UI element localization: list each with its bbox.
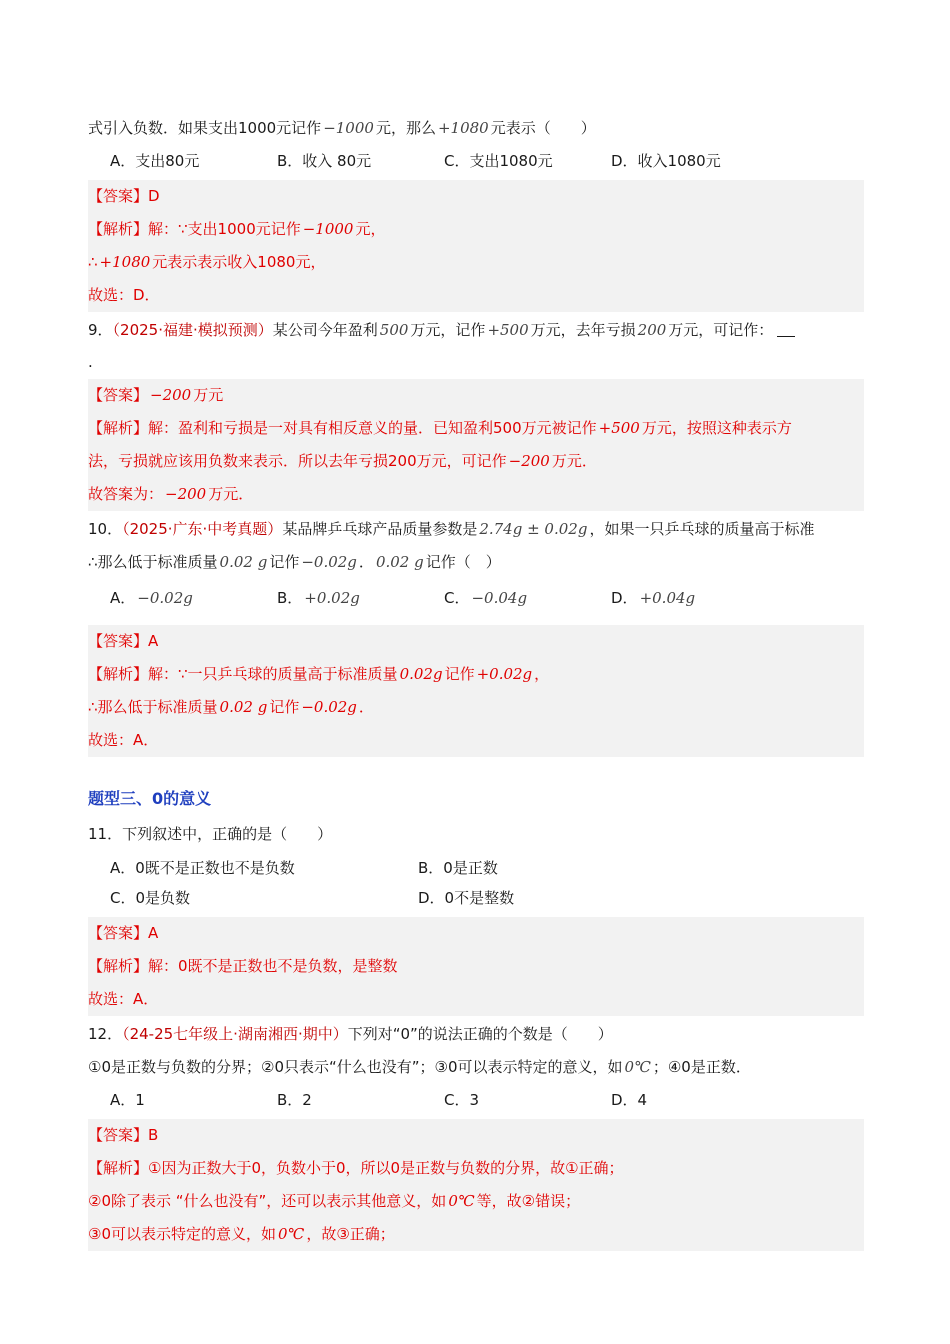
q9-math: +500 (487, 321, 529, 339)
q8-answer (88, 180, 864, 213)
answer-math: −200 (150, 386, 192, 404)
q9-number: 9． (88, 321, 113, 339)
option-value: +0.02g (304, 589, 360, 607)
q10-source: （2025·广东·中考真题） (122, 520, 283, 538)
analysis-math: +500 (598, 419, 640, 437)
q8-option-d: D．收入1080元 (611, 152, 721, 170)
q8-options (88, 145, 864, 178)
analysis-math: 0℃ (448, 1192, 475, 1210)
q11-stem: 11．下列叙述中，正确的是（ ） (88, 825, 333, 843)
q10-number: 10． (88, 520, 123, 538)
analysis-math: −1000 (302, 220, 354, 238)
analysis-text: 法，亏损就应该用负数来表示．所以去年亏损200万元，可记作 (88, 452, 507, 470)
q9-analysis-line2 (88, 445, 864, 478)
q11-option-c: C．0是负数 (110, 889, 191, 907)
section-heading: 题型三、0的意义 (88, 789, 212, 808)
q12-number: 12． (88, 1025, 123, 1043)
answer-value: B (148, 1126, 159, 1144)
analysis-math: 0℃ (278, 1225, 305, 1243)
conclusion-text: 故答案为： (88, 485, 164, 503)
q11-answer-block (88, 917, 864, 1016)
q11-answer (88, 917, 864, 950)
analysis-label: 【解析】 (88, 419, 149, 437)
q12-analysis-line2 (88, 1185, 864, 1218)
document-page (88, 112, 864, 1253)
q10-math: 0.02 g (375, 553, 424, 571)
q8-text: 元表示（ ） (490, 119, 596, 137)
q8-option-a: A．支出80元 (110, 152, 200, 170)
q12-analysis (88, 1152, 864, 1185)
q11-option-b: B．0是正数 (418, 859, 498, 877)
analysis-text: 元， (355, 220, 386, 238)
analysis-text: ∴那么低于标准质量 (88, 698, 218, 716)
q8-analysis (88, 213, 864, 246)
q10-answer (88, 625, 864, 658)
analysis-math: −200 (508, 452, 550, 470)
analysis-math: 0.02g (399, 665, 443, 683)
q12-analysis-line3 (88, 1218, 864, 1251)
analysis-text: ③0可以表示特定的意义，如 (88, 1225, 276, 1243)
q10-analysis (88, 658, 864, 691)
answer-label: 【答案】 (88, 924, 149, 942)
analysis-label: 【解析】 (88, 1159, 149, 1177)
q10-math: −0.02g (301, 553, 357, 571)
q9-text: 万元，去年亏损 (530, 321, 636, 339)
q12-option-b: B．2 (277, 1091, 312, 1109)
answer-label: 【答案】 (88, 632, 149, 650)
analysis-math: +0.02g (476, 665, 533, 683)
q11-options-row1 (88, 853, 864, 883)
q8-option-b: B．收入 80元 (277, 152, 372, 170)
q12-answer-block (88, 1119, 864, 1251)
analysis-text: 记作 (269, 698, 300, 716)
q11-conclusion: 故选：A． (88, 990, 159, 1008)
answer-value: A (148, 632, 159, 650)
conclusion-text: 万元． (208, 485, 254, 503)
q12-options (88, 1084, 864, 1117)
analysis-label: 【解析】 (88, 220, 149, 238)
analysis-text: ∴ (88, 253, 98, 271)
q9-answer-blank[interactable] (777, 320, 795, 337)
q10-option-b (277, 579, 444, 617)
q9-analysis (88, 412, 864, 445)
analysis-label: 【解析】 (88, 665, 149, 683)
q12-option-d: D．4 (611, 1091, 648, 1109)
analysis-text: 万元，按照这种表示方 (641, 419, 792, 437)
option-letter: A． (110, 589, 136, 607)
q8-answer-block (88, 180, 864, 312)
q12-statements (88, 1051, 864, 1084)
q11-option-d: D．0不是整数 (418, 889, 515, 907)
analysis-text: 解：0既不是正数也不是负数，是整数 (148, 957, 398, 975)
q12-text: ①0是正数与负数的分界；②0只表示“什么也没有”；③0可以表示特定的意义，如 (88, 1058, 623, 1076)
answer-label: 【答案】 (88, 187, 149, 205)
q11-analysis (88, 950, 864, 983)
q12-option-a: A．1 (110, 1091, 145, 1109)
q10-text: 记作（ ） (425, 553, 501, 571)
q11-options-row2 (88, 883, 864, 913)
q10-text: ． (358, 553, 374, 571)
q12-source: （24-25七年级上·湖南湘西·期中） (122, 1025, 348, 1043)
analysis-text: ， (534, 665, 550, 683)
analysis-text: ，故③正确； (306, 1225, 395, 1243)
conclusion-math: −200 (165, 485, 207, 503)
analysis-math: +1080 (99, 253, 151, 271)
q10-text: ∴那么低于标准质量 (88, 553, 218, 571)
q12-math: 0℃ (624, 1058, 651, 1076)
answer-label: 【答案】 (88, 386, 149, 404)
analysis-text: 等，故②错误； (476, 1192, 581, 1210)
q10-text: 某品牌乒乓球产品质量参数是 (282, 520, 478, 538)
q9-conclusion (88, 478, 864, 511)
answer-unit: 万元 (193, 386, 224, 404)
answer-label: 【答案】 (88, 1126, 149, 1144)
q10-analysis-line2 (88, 691, 864, 724)
q9-answer-block (88, 379, 864, 511)
analysis-text: 记作 (444, 665, 475, 683)
q10-stem (88, 513, 864, 546)
q9-text: 某公司今年盈利 (272, 321, 378, 339)
analysis-text: 元表示表示收入1080元， (152, 253, 326, 271)
q9-stem (88, 314, 864, 347)
q9-math: 200 (637, 321, 667, 339)
q8-stem (88, 112, 864, 145)
analysis-math: −0.02g (301, 698, 357, 716)
option-letter: B． (277, 589, 303, 607)
analysis-text: ①因为正数大于0，负数小于0，所以0是正数与负数的分界，故①正确； (148, 1159, 624, 1177)
q8-conclusion: 故选：D． (88, 286, 160, 304)
q10-options (88, 579, 864, 617)
q8-option-c: C．支出1080元 (444, 152, 553, 170)
q10-text: 记作 (269, 553, 300, 571)
q9-source: （2025·福建·模拟预测） (112, 321, 273, 339)
q8-math: +1080 (437, 119, 489, 137)
q10-option-a (110, 579, 277, 617)
analysis-text: 解：∵一只乒乓球的质量高于标准质量 (148, 665, 398, 683)
option-letter: D． (611, 589, 638, 607)
q8-text: 元，那么 (375, 119, 436, 137)
analysis-text: 解：∵支出1000元记作 (148, 220, 301, 238)
q10-text: ，如果一只乒乓球的质量高于标准 (589, 520, 815, 538)
q8-math: −1000 (323, 119, 374, 137)
analysis-text: ②0除了表示 “什么也没有”，还可以表示其他意义，如 (88, 1192, 447, 1210)
q9-text: 万元，可记作： (668, 321, 774, 339)
q9-answer (88, 379, 864, 412)
q10-stem-line2 (88, 546, 864, 579)
q12-text: ；④0是正数． (652, 1058, 751, 1076)
analysis-text: 万元． (551, 452, 597, 470)
q9-stem-line2: . (88, 353, 93, 371)
q10-option-d (611, 579, 778, 617)
analysis-label: 【解析】 (88, 957, 149, 975)
q10-math: 2.74g ± 0.02g (479, 520, 588, 538)
answer-value: D (148, 187, 160, 205)
analysis-text: ． (358, 698, 374, 716)
q12-text: 下列对“0”的说法正确的个数是（ ） (347, 1025, 613, 1043)
q8-analysis-line2 (88, 246, 864, 279)
analysis-math: 0.02 g (219, 698, 268, 716)
answer-value: A (148, 924, 159, 942)
option-letter: C． (444, 589, 470, 607)
q10-answer-block (88, 625, 864, 757)
q12-option-c: C．3 (444, 1091, 480, 1109)
option-value: +0.04g (639, 589, 696, 607)
q9-math: 500 (379, 321, 409, 339)
q9-text: 万元，记作 (410, 321, 486, 339)
q10-math: 0.02 g (219, 553, 268, 571)
q10-conclusion: 故选：A． (88, 731, 159, 749)
q12-stem (88, 1018, 864, 1051)
q12-answer (88, 1119, 864, 1152)
option-value: −0.02g (137, 589, 193, 607)
q8-text: 式引入负数．如果支出1000元记作 (88, 119, 322, 137)
option-value: −0.04g (471, 589, 528, 607)
q11-option-a: A．0既不是正数也不是负数 (110, 859, 295, 877)
analysis-text: 解：盈利和亏损是一对具有相反意义的量．已知盈利500万元被记作 (148, 419, 597, 437)
q10-option-c (444, 579, 611, 617)
